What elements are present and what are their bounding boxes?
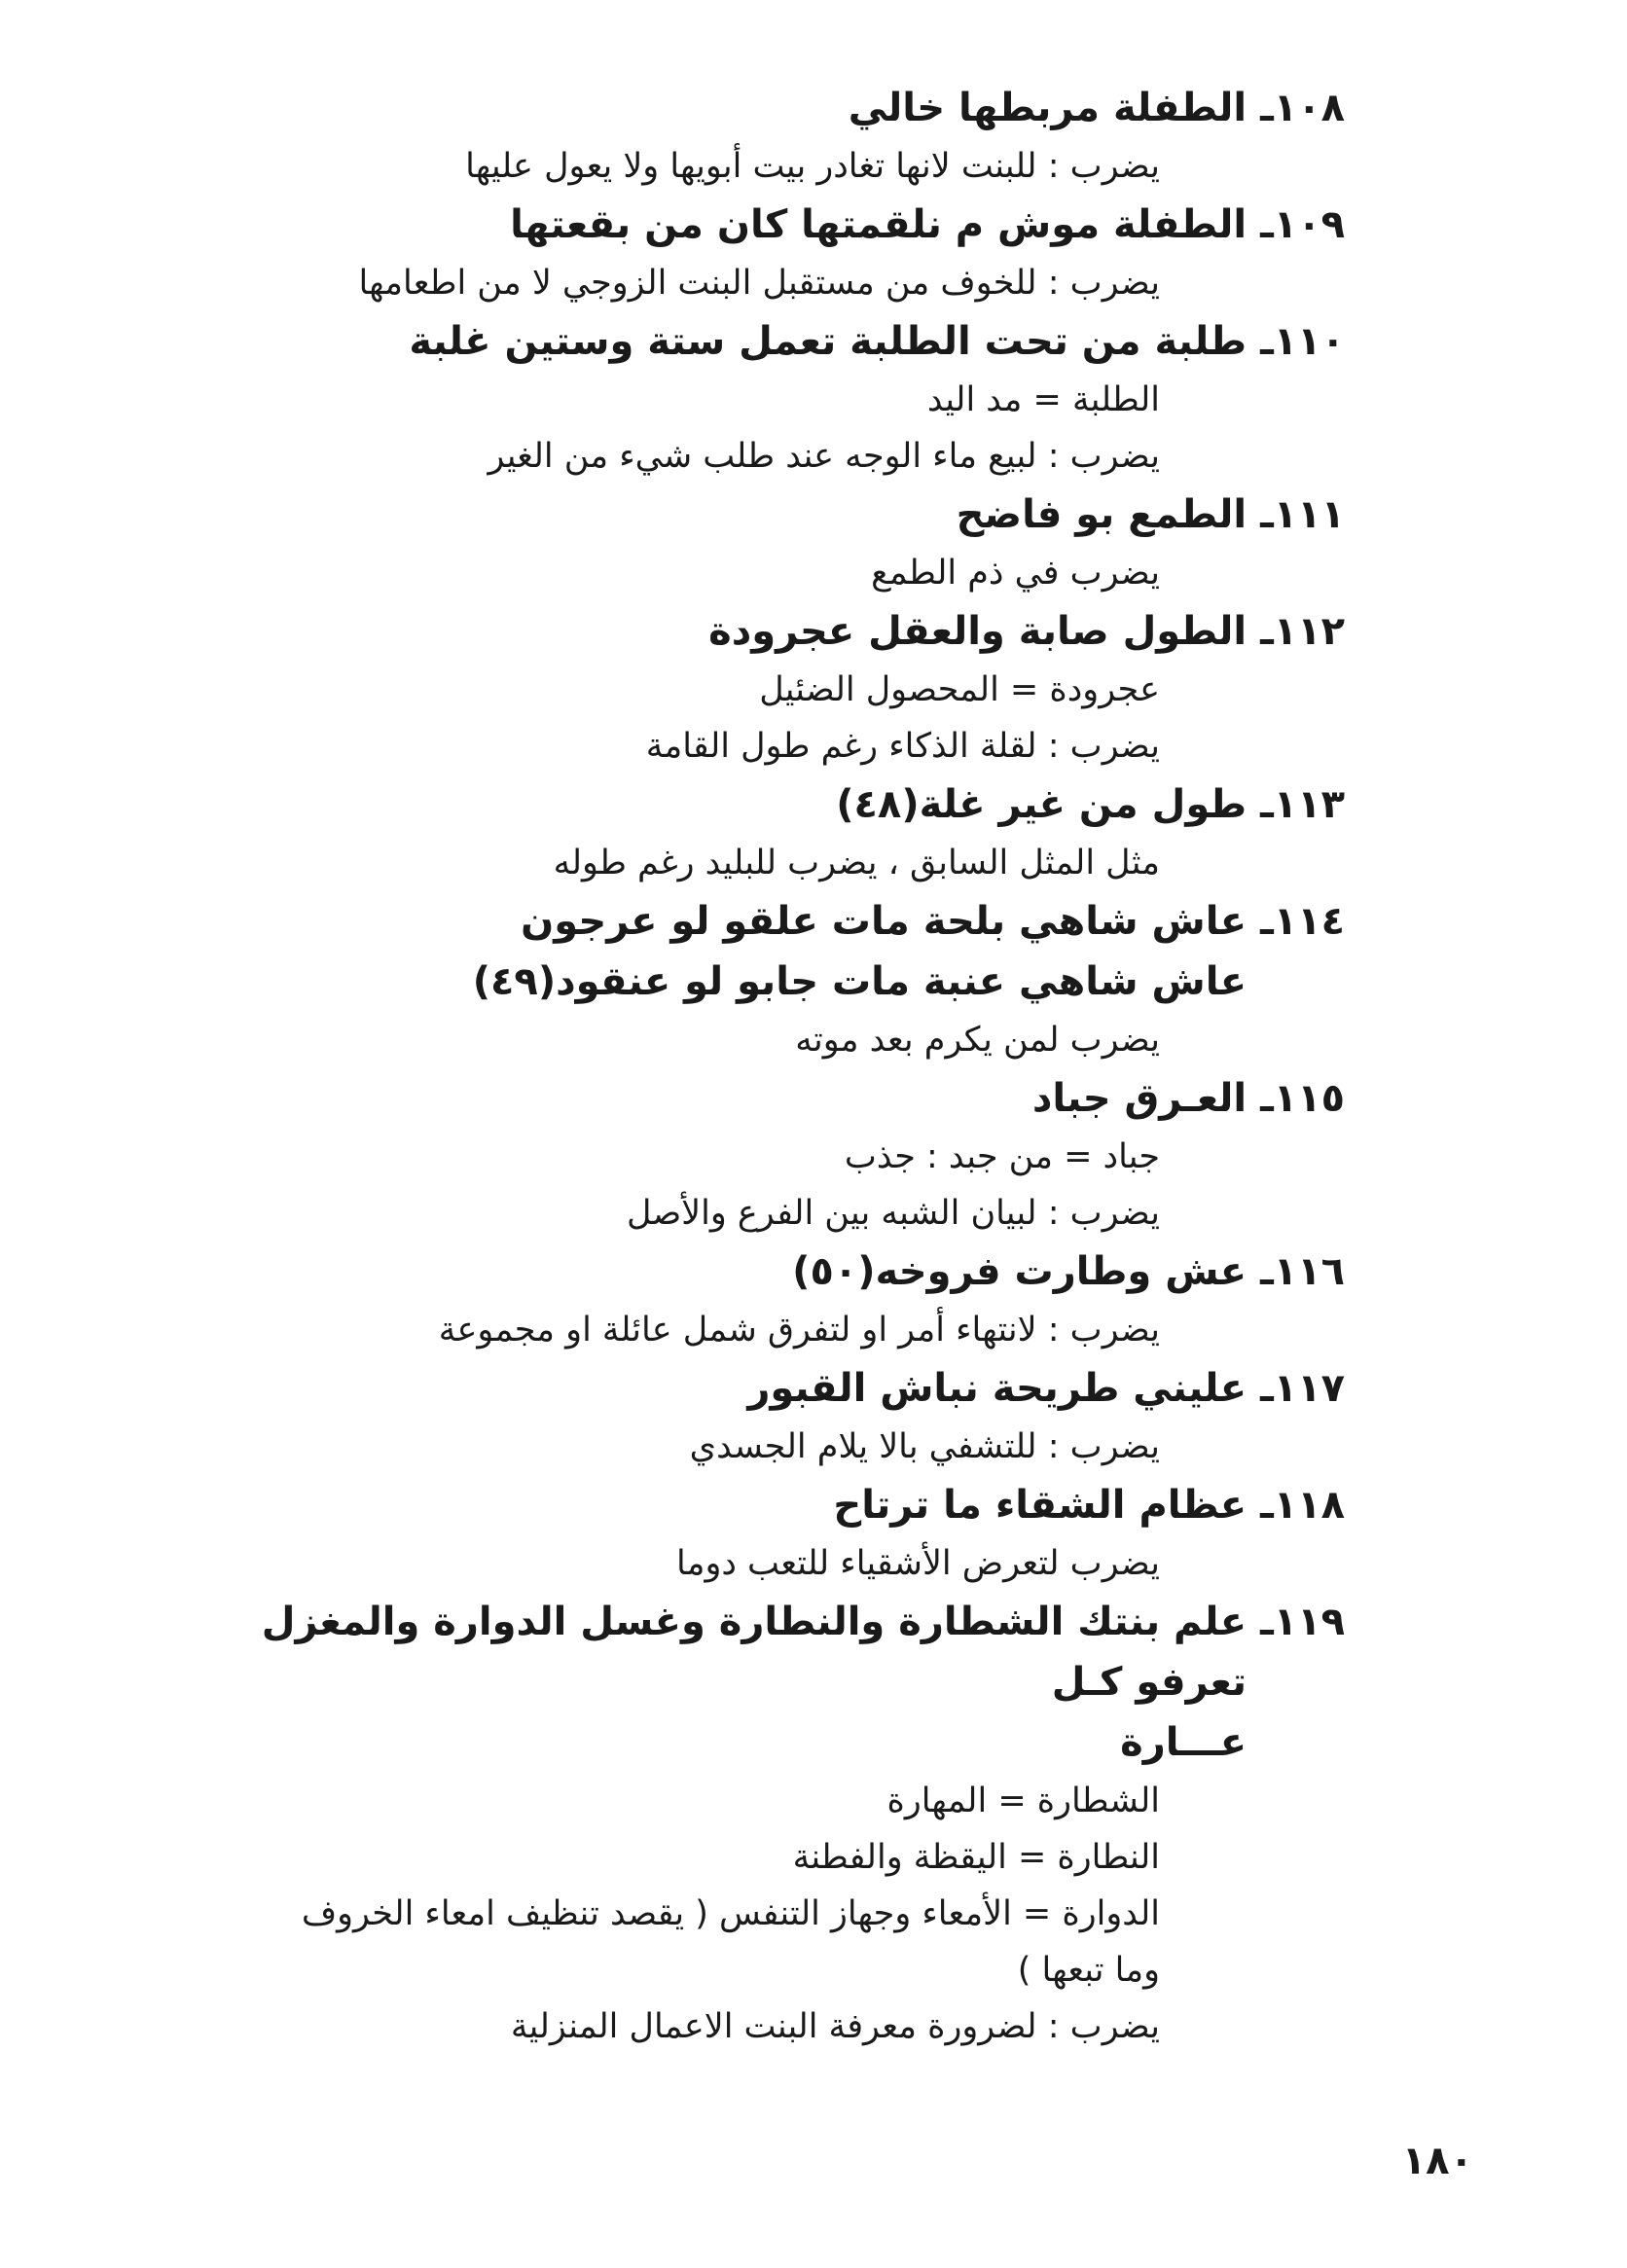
proverb-heading bbox=[185, 1358, 1345, 1419]
proverb-text-line: عليني طريحة نباش القبور bbox=[747, 1366, 1247, 1411]
proverb-number: ١١٢ـ bbox=[1260, 609, 1345, 654]
proverb-heading bbox=[185, 78, 1345, 138]
proverb-number: ١١٤ـ bbox=[1260, 899, 1345, 944]
proverb-text bbox=[185, 1592, 1247, 1773]
explanation-line: الدوارة = الأمعاء وجهاز التنفس ( يقصد تنظيف امعاء الخروف bbox=[301, 1894, 1160, 1933]
explanation-line: يضرب : لانتهاء أمر او لتفرق شمل عائلة او مجموعة bbox=[438, 1311, 1160, 1350]
proverb-text-line: الطمع بو فاضح bbox=[956, 492, 1247, 537]
proverb-entry bbox=[185, 1068, 1345, 1242]
proverb-explanation bbox=[185, 1129, 1345, 1242]
explanation-line: يضرب : للخوف من مستقبل البنت الزوجي لا من اطعامها bbox=[358, 264, 1160, 303]
proverb-text-line: عش وطارت فروخه(٥٠) bbox=[792, 1249, 1247, 1294]
proverb-number: ١١٣ـ bbox=[1260, 782, 1345, 827]
proverb-text bbox=[185, 1358, 1247, 1419]
explanation-line: يضرب : لبيان الشبه بين الفرع والأصل bbox=[626, 1194, 1160, 1233]
proverb-explanation bbox=[185, 138, 1345, 195]
explanation-line: يضرب لتعرض الأشقياء للتعب دوما bbox=[676, 1544, 1160, 1583]
proverb-number: ١١١ـ bbox=[1260, 492, 1345, 537]
proverb-entry bbox=[185, 311, 1345, 485]
proverb-explanation bbox=[185, 1302, 1345, 1358]
explanation-line: مثل المثل السابق ، يضرب للبليد رغم طوله bbox=[553, 844, 1160, 882]
proverb-text-line: الطفلة مربطها خالي bbox=[848, 86, 1247, 130]
explanation-line: يضرب لمن يكرم بعد موته bbox=[795, 1021, 1160, 1060]
proverb-heading bbox=[185, 1592, 1345, 1773]
explanation-line: يضرب : للتشفي بالا يلام الجسدي bbox=[689, 1427, 1160, 1466]
proverb-text bbox=[185, 195, 1247, 255]
proverb-text bbox=[185, 601, 1247, 662]
proverb-text bbox=[185, 78, 1247, 138]
proverb-heading bbox=[185, 774, 1345, 835]
proverb-explanation bbox=[185, 372, 1345, 485]
proverb-text-line: علم بنتك الشطارة والنطارة وغسل الدوارة والمغزل تعرفو كـل bbox=[261, 1600, 1247, 1705]
proverb-entry bbox=[185, 78, 1345, 195]
proverb-text-line: طول من غير غلة(٤٨) bbox=[836, 782, 1247, 827]
proverb-entry bbox=[185, 1358, 1345, 1475]
proverb-text-line: العـرق جباد bbox=[1031, 1076, 1247, 1121]
proverb-text bbox=[185, 891, 1247, 1012]
proverb-list bbox=[185, 78, 1345, 2055]
explanation-line: يضرب في ذم الطمع bbox=[871, 554, 1160, 593]
proverb-explanation bbox=[185, 835, 1345, 891]
proverb-entry bbox=[185, 1242, 1345, 1358]
proverb-explanation bbox=[185, 1773, 1345, 2055]
proverb-heading bbox=[185, 1242, 1345, 1302]
proverb-text-line: طلبة من تحت الطلبة تعمل ستة وستين غلبة bbox=[409, 319, 1247, 364]
proverb-explanation bbox=[185, 1535, 1345, 1592]
proverb-text bbox=[185, 311, 1247, 372]
page-number: ١٨٠ bbox=[1401, 2139, 1473, 2183]
proverb-text-line: الطول صابة والعقل عجرودة bbox=[708, 609, 1247, 654]
explanation-line: يضرب : للبنت لانها تغادر بيت أبويها ولا يعول عليها bbox=[465, 147, 1160, 186]
proverb-text bbox=[185, 1242, 1247, 1302]
proverb-heading bbox=[185, 485, 1345, 545]
proverb-text-line: عاش شاهي عنبة مات جابو لو عنقود(٤٩) bbox=[472, 959, 1247, 1004]
explanation-line: وما تبعها ) bbox=[1017, 1951, 1160, 1990]
proverb-explanation bbox=[185, 545, 1345, 601]
explanation-line: جباد = من جبد : جذب bbox=[844, 1137, 1160, 1176]
proverb-number: ١١٨ـ bbox=[1260, 1483, 1345, 1528]
proverb-number: ١١٠ـ bbox=[1260, 319, 1345, 364]
proverb-number: ١١٧ـ bbox=[1260, 1366, 1345, 1411]
proverb-entry bbox=[185, 774, 1345, 891]
proverb-heading bbox=[185, 195, 1345, 255]
proverb-explanation bbox=[185, 1419, 1345, 1475]
proverb-text-line: عـــارة bbox=[1120, 1720, 1247, 1765]
proverb-entry bbox=[185, 195, 1345, 311]
proverb-entry bbox=[185, 485, 1345, 601]
proverb-heading bbox=[185, 311, 1345, 372]
proverb-entry bbox=[185, 891, 1345, 1068]
explanation-line: الشطارة = المهارة bbox=[886, 1782, 1160, 1820]
proverb-heading bbox=[185, 1475, 1345, 1535]
proverb-number: ١١٦ـ bbox=[1260, 1249, 1345, 1294]
proverb-text-line: عظام الشقاء ما ترتاح bbox=[833, 1483, 1247, 1528]
explanation-line: يضرب : لقلة الذكاء رغم طول القامة bbox=[645, 727, 1160, 766]
proverb-explanation bbox=[185, 255, 1345, 311]
proverb-heading bbox=[185, 891, 1345, 1012]
explanation-line: يضرب : لضرورة معرفة البنت الاعمال المنزلية bbox=[510, 2007, 1160, 2046]
proverb-text-line: الطفلة موش م نلقمتها كان من بقعتها bbox=[510, 202, 1247, 247]
proverb-text bbox=[185, 485, 1247, 545]
explanation-line: النطارة = اليقظة والفطنة bbox=[792, 1838, 1160, 1877]
proverb-entry bbox=[185, 1475, 1345, 1592]
proverb-explanation bbox=[185, 662, 1345, 774]
proverb-text bbox=[185, 774, 1247, 835]
explanation-line: عجرودة = المحصول الضئيل bbox=[759, 670, 1160, 709]
explanation-line: الطلبة = مد اليد bbox=[926, 380, 1160, 419]
proverb-entry bbox=[185, 1592, 1345, 2055]
proverb-text bbox=[185, 1475, 1247, 1535]
explanation-line: يضرب : لبيع ماء الوجه عند طلب شيء من الغير bbox=[488, 437, 1160, 476]
proverb-text bbox=[185, 1068, 1247, 1129]
proverb-entry bbox=[185, 601, 1345, 774]
proverb-number: ١٠٨ـ bbox=[1260, 86, 1345, 130]
proverb-number: ١٠٩ـ bbox=[1260, 202, 1345, 247]
proverb-text-line: عاش شاهي بلحة مات علقو لو عرجون bbox=[521, 899, 1247, 944]
proverb-number: ١١٩ـ bbox=[1260, 1600, 1345, 1644]
proverb-heading bbox=[185, 601, 1345, 662]
proverb-heading bbox=[185, 1068, 1345, 1129]
proverb-explanation bbox=[185, 1012, 1345, 1068]
proverb-number: ١١٥ـ bbox=[1260, 1076, 1345, 1121]
